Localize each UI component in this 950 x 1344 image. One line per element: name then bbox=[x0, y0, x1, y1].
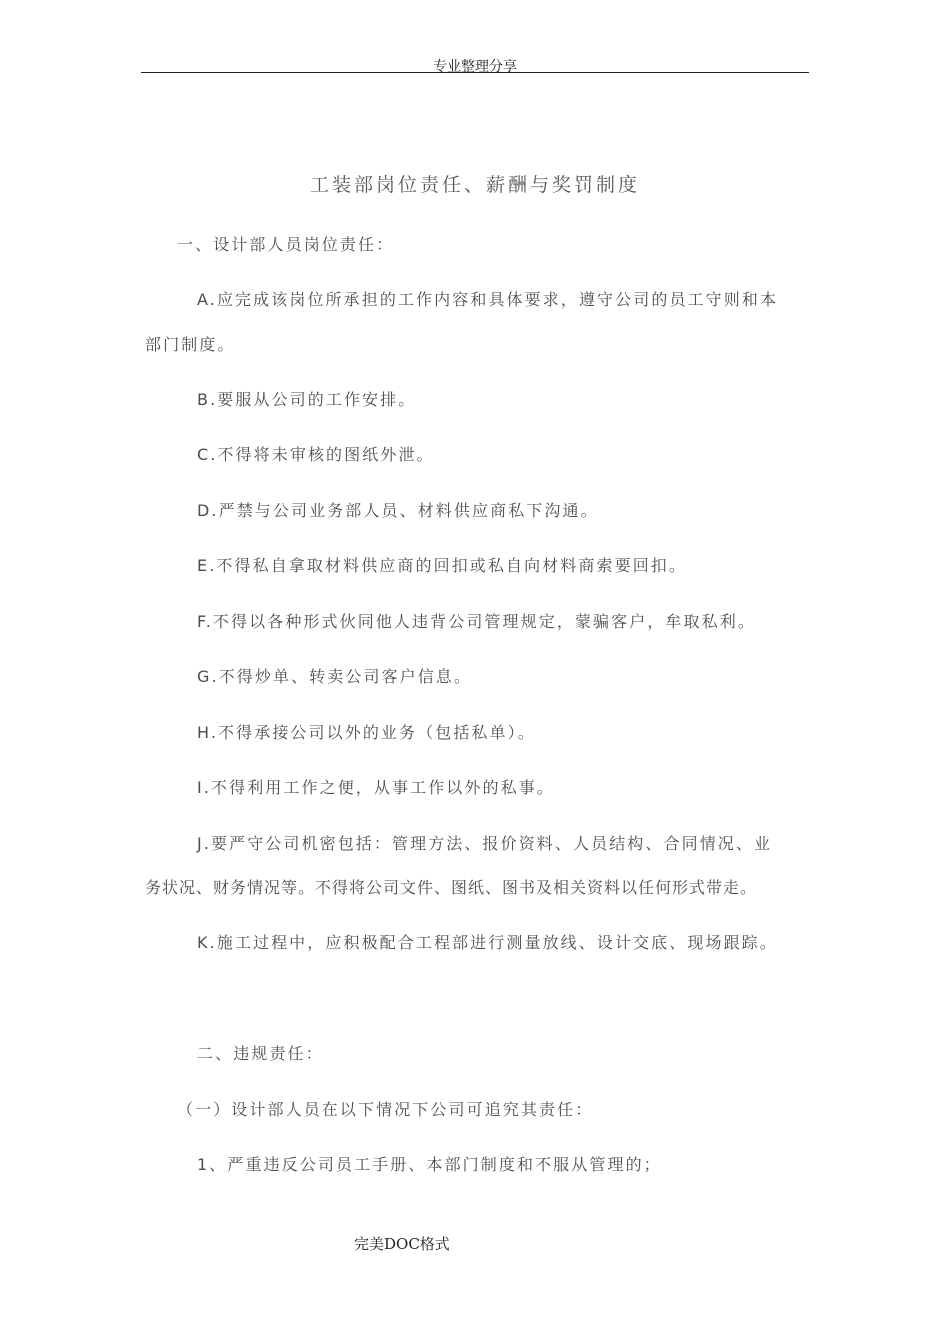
header-rule bbox=[141, 72, 809, 73]
list-item: E.不得私自拿取材料供应商的回扣或私自向材料商索要回扣。 bbox=[197, 556, 687, 575]
list-item: J.要严守公司机密包括：管理方法、报价资料、人员结构、合同情况、业 bbox=[197, 834, 773, 853]
list-item: K.施工过程中，应积极配合工程部进行测量放线、设计交底、现场跟踪。 bbox=[197, 933, 778, 952]
list-item: B.要服从公司的工作安排。 bbox=[197, 390, 417, 409]
list-item: G.不得炒单、转卖公司客户信息。 bbox=[197, 667, 473, 686]
list-item: A.应完成该岗位所承担的工作内容和具体要求，遵守公司的员工守则和本 bbox=[197, 290, 779, 309]
list-item: H.不得承接公司以外的业务（包括私单）。 bbox=[197, 723, 536, 742]
page-header: 专业整理分享 bbox=[433, 59, 517, 75]
list-item-continuation: 务状况、财务情况等。不得将公司文件、图纸、图书及相关资料以任何形式带走。 bbox=[145, 878, 758, 897]
section-heading: 二、违规责任： bbox=[197, 1044, 324, 1063]
list-item: 1、严重违反公司员工手册、本部门制度和不服从管理的； bbox=[197, 1155, 662, 1174]
section-heading: 一、设计部人员岗位责任： bbox=[177, 235, 395, 254]
list-item: I.不得利用工作之便，从事工作以外的私事。 bbox=[197, 778, 555, 797]
list-item: D.严禁与公司业务部人员、材料供应商私下沟通。 bbox=[197, 501, 599, 520]
page-footer: 完美DOC格式 bbox=[354, 1235, 450, 1253]
list-item-continuation: 部门制度。 bbox=[145, 335, 236, 354]
list-item: C.不得将未审核的图纸外泄。 bbox=[197, 445, 435, 464]
list-item: F.不得以各种形式伙同他人违背公司管理规定，蒙骗客户，牟取私利。 bbox=[197, 612, 756, 631]
document-title: 工装部岗位责任、薪酬与奖罚制度 bbox=[309, 174, 640, 196]
sub-heading: （一）设计部人员在以下情况下公司可追究其责任： bbox=[177, 1100, 594, 1119]
